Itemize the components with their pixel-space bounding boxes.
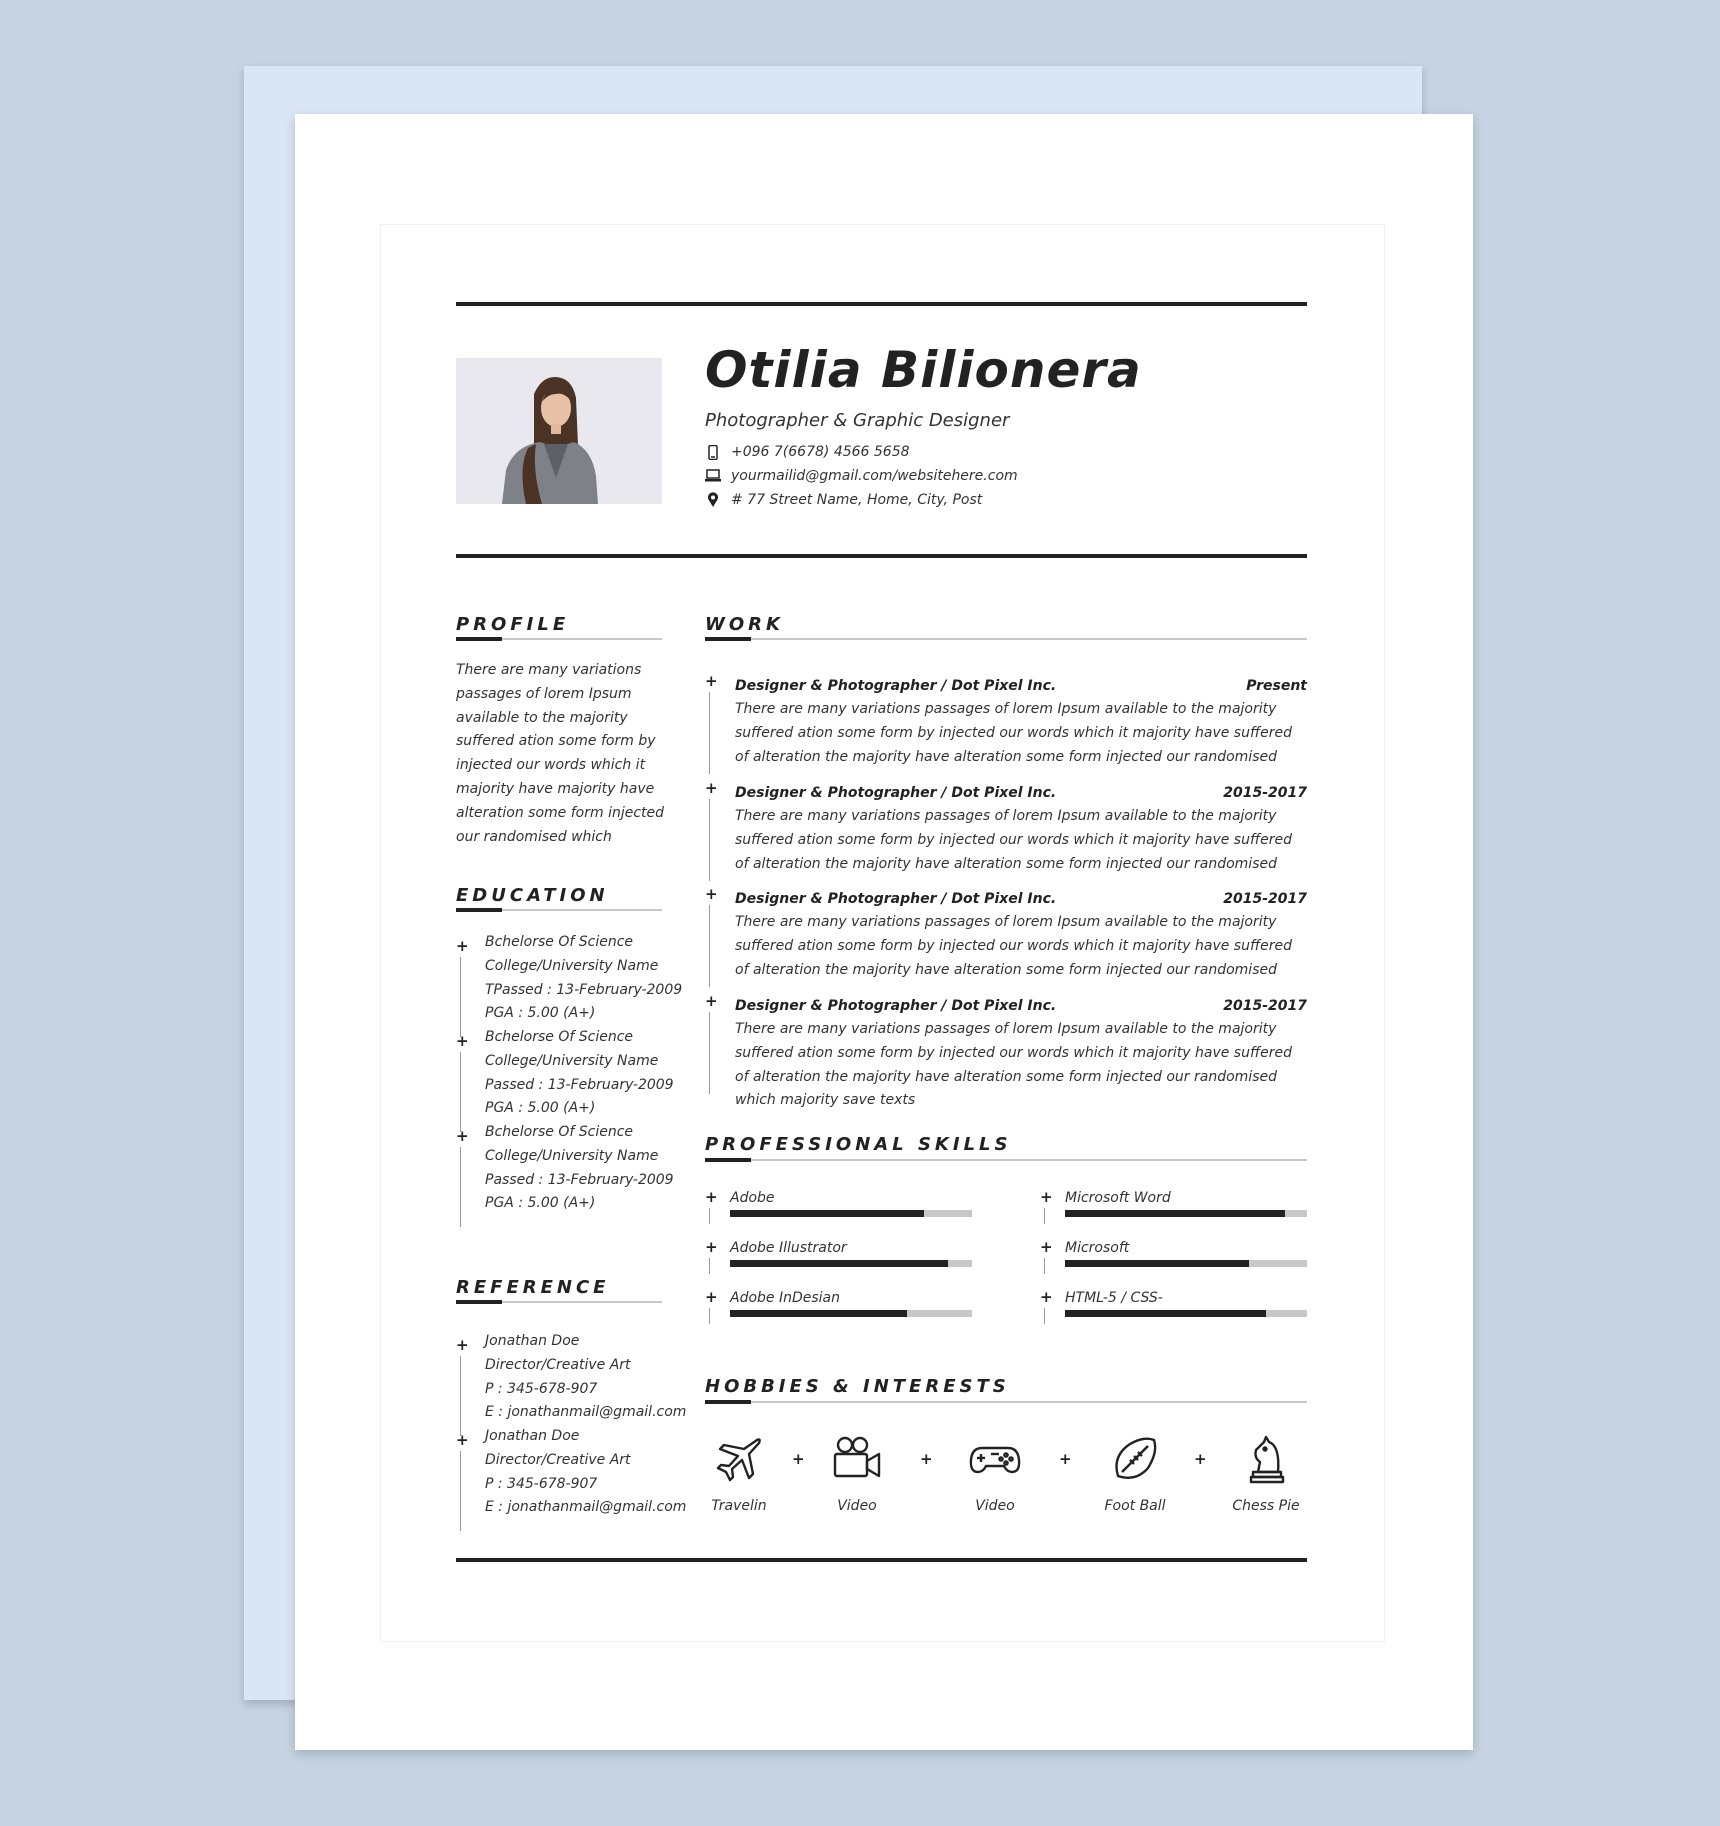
skill-bar [730,1310,972,1317]
hobby-label: Chess Pie [1232,1498,1300,1514]
timeline-line [1044,1258,1045,1274]
education-degree: Bchelorse Of Science [485,934,634,950]
skill-label: Adobe [730,1190,775,1206]
timeline-line [460,1052,461,1132]
timeline-line [709,1258,710,1274]
job-line: suffered ation some form by injected our words which it majority have suffered [735,1044,1292,1061]
job-item [705,887,1307,987]
reference-email: E : jonathanmail@gmail.com [485,1404,687,1421]
hobby-label: Video [837,1498,877,1514]
plus-icon: + [792,1450,805,1468]
hobby-label: Video [975,1498,1015,1514]
plus-icon: + [705,1188,718,1206]
skill-bar-fill [1065,1210,1285,1217]
job-line: which majority save texts [735,1092,916,1109]
plus-icon: + [705,1288,718,1306]
plus-icon: + [1040,1238,1053,1256]
skill-bar-fill [1065,1310,1266,1317]
skill-item [1040,1290,1310,1334]
hobby-item [1216,1434,1316,1514]
hobby-label: Foot Ball [1104,1498,1166,1514]
skill-item [705,1240,975,1284]
candidate-name: Otilia Bilionera [705,341,1142,399]
education-gpa: PGA : 5.00 (A+) [485,1005,596,1022]
hobby-label: Travelin [711,1498,767,1514]
job-line: suffered ation some form by injected our words which it majority have suffered [735,937,1292,954]
skill-label: HTML-5 / CSS- [1065,1290,1163,1306]
phone-text: +096 7(6678) 4566 5658 [731,444,910,460]
contact-email [705,466,1018,486]
work-heading: WORK [705,614,784,635]
profile-line: passages of lorem Ipsum [456,685,632,702]
skill-bar [1065,1310,1307,1317]
resume-page [295,114,1473,1750]
candidate-title: Photographer & Graphic Designer [705,410,1010,431]
skill-label: Microsoft Word [1065,1190,1171,1206]
reference-role: Director/Creative Art [485,1451,631,1468]
profile-text [456,659,666,849]
job-description [735,698,1305,769]
plus-icon: + [705,672,718,690]
reference-email: E : jonathanmail@gmail.com [485,1499,687,1516]
job-description [735,1018,1305,1113]
chess-knight-icon [1216,1434,1316,1484]
skills-heading: PROFESSIONAL SKILLS [705,1134,1012,1155]
skill-item [1040,1240,1310,1284]
gamepad-icon [945,1434,1045,1484]
job-item [705,674,1307,774]
job-title [735,998,1307,1014]
education-passed: Passed : 13-February-2009 [485,1076,674,1093]
job-title-text: Designer & Photographer / Dot Pixel Inc. [735,891,1057,907]
job-title-text: Designer & Photographer / Dot Pixel Inc. [735,998,1057,1014]
plus-icon: + [705,885,718,903]
timeline-line [709,1208,710,1224]
education-school: College/University Name [485,1147,659,1164]
job-line: of alteration the majority have alteration some form injected our randomised [735,1068,1277,1085]
job-line: There are many variations passages of lorem Ipsum available to the majority [735,1021,1277,1037]
plus-icon: + [705,1238,718,1256]
education-gpa: PGA : 5.00 (A+) [485,1100,596,1117]
skill-item [1040,1190,1310,1234]
reference-name: Jonathan Doe [485,1333,580,1349]
header-rule [456,554,1307,558]
plus-icon: + [705,992,718,1010]
plus-icon: + [920,1450,933,1468]
plus-icon: + [705,779,718,797]
job-date: 2015-2017 [1223,785,1307,801]
job-line: There are many variations passages of lorem Ipsum available to the majority [735,701,1277,717]
job-date: Present [1246,678,1307,694]
education-heading-underline [456,909,662,911]
timeline-line [709,1012,710,1094]
timeline-line [1044,1308,1045,1324]
reference-role: Director/Creative Art [485,1356,631,1373]
skill-bar-fill [730,1310,907,1317]
profile-photo [456,358,662,504]
skill-label: Adobe InDesian [730,1290,841,1306]
laptop-icon [705,468,721,484]
skill-bar [730,1260,972,1267]
profile-line: injected our words which it [456,757,646,774]
skill-bar-fill [730,1210,924,1217]
top-rule [456,302,1307,306]
profile-line: available to the majority [456,709,628,726]
education-degree: Bchelorse Of Science [485,1124,634,1140]
education-school: College/University Name [485,957,659,974]
plus-icon: + [456,1336,469,1354]
plus-icon: + [1059,1450,1072,1468]
profile-heading: PROFILE [456,614,570,635]
profile-heading-underline [456,638,662,640]
skill-bar [1065,1210,1307,1217]
job-line: There are many variations passages of lorem Ipsum available to the majority [735,808,1277,824]
hobbies-heading: HOBBIES & INTERESTS [705,1376,1010,1397]
address-text: # 77 Street Name, Home, City, Post [731,492,983,508]
hobby-item [1085,1434,1185,1514]
bottom-rule [456,1558,1307,1562]
reference-heading: REFERENCE [456,1277,610,1298]
timeline-line [1044,1208,1045,1224]
profile-line: alteration some form injected [456,804,665,821]
resume-content [456,114,1307,1750]
timeline-line [460,957,461,1037]
phone-icon [705,444,721,460]
education-gpa: PGA : 5.00 (A+) [485,1195,596,1212]
job-line: There are many variations passages of lorem Ipsum available to the majority [735,914,1277,930]
job-title-text: Designer & Photographer / Dot Pixel Inc. [735,678,1057,694]
plus-icon: + [456,937,469,955]
job-date: 2015-2017 [1223,891,1307,907]
job-item [705,781,1307,881]
reference-heading-underline [456,1301,662,1303]
timeline-line [709,905,710,987]
timeline-line [460,1451,461,1531]
timeline-line [460,1356,461,1436]
job-title [735,678,1307,694]
plus-icon: + [456,1032,469,1050]
work-heading-underline [705,638,1307,640]
job-title [735,785,1307,801]
timeline-line [460,1147,461,1227]
plus-icon: + [1040,1288,1053,1306]
hobby-item [689,1434,789,1514]
education-school: College/University Name [485,1052,659,1069]
job-description [735,911,1305,982]
skill-bar [730,1210,972,1217]
job-line: suffered ation some form by injected our words which it majority have suffered [735,724,1292,741]
job-item [705,994,1307,1114]
plus-icon: + [456,1127,469,1145]
location-pin-icon [705,492,721,508]
job-title [735,891,1307,907]
plus-icon: + [1040,1188,1053,1206]
education-heading: EDUCATION [456,885,609,906]
job-date: 2015-2017 [1223,998,1307,1014]
profile-line: suffered ation some form by [456,733,656,750]
video-camera-icon [807,1434,907,1484]
job-title-text: Designer & Photographer / Dot Pixel Inc. [735,785,1057,801]
reference-phone: P : 345-678-907 [485,1475,598,1492]
job-description [735,805,1305,876]
hobbies-heading-underline [705,1401,1307,1403]
job-line: of alteration the majority have alteration some form injected our randomised [735,748,1277,765]
job-line: suffered ation some form by injected our words which it majority have suffered [735,831,1292,848]
hobby-item [807,1434,907,1514]
skill-item [705,1190,975,1234]
contact-phone [705,442,910,462]
skill-label: Microsoft [1065,1240,1130,1256]
reference-name: Jonathan Doe [485,1428,580,1444]
reference-phone: P : 345-678-907 [485,1380,598,1397]
plus-icon: + [1194,1450,1207,1468]
contact-address [705,490,982,510]
skill-bar [1065,1260,1307,1267]
skills-heading-underline [705,1159,1307,1161]
skill-bar-fill [1065,1260,1249,1267]
skill-label: Adobe Illustrator [730,1240,847,1256]
skill-bar-fill [730,1260,948,1267]
football-icon [1085,1434,1185,1484]
timeline-line [709,799,710,881]
job-line: of alteration the majority have alteration some form injected our randomised [735,961,1277,978]
education-passed: Passed : 13-February-2009 [485,1171,674,1188]
profile-line: majority have majority have [456,780,655,797]
job-line: of alteration the majority have alteration some form injected our randomised [735,855,1277,872]
education-passed: TPassed : 13-February-2009 [485,981,683,998]
profile-line: There are many variations [456,662,642,678]
timeline-line [709,1308,710,1324]
timeline-line [709,692,710,774]
email-text: yourmailid@gmail.com/websitehere.com [731,468,1018,484]
hobby-item [945,1434,1045,1514]
skill-item [705,1290,975,1334]
plus-icon: + [456,1431,469,1449]
airplane-icon [689,1434,789,1484]
education-degree: Bchelorse Of Science [485,1029,634,1045]
profile-line: our randomised which [456,828,612,845]
